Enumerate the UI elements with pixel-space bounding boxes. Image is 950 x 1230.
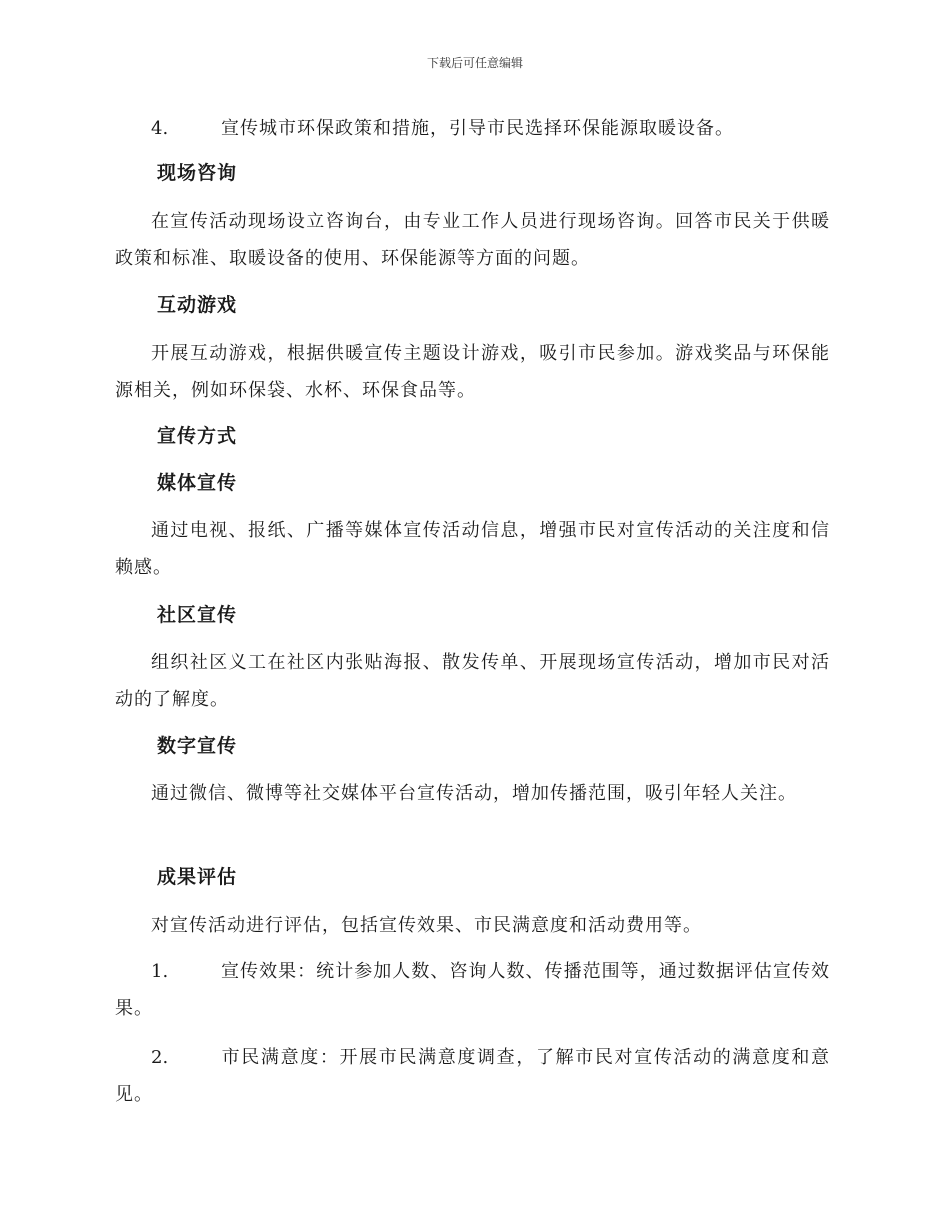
paragraph: 组织社区义工在社区内张贴海报、散发传单、开展现场宣传活动，增加市民对活动的了解度。 [115, 652, 830, 710]
list-number: 2. [151, 1047, 169, 1068]
paragraph: 对宣传活动进行评估，包括宣传效果、市民满意度和活动费用等。 [151, 915, 702, 936]
list-item [115, 1039, 830, 1113]
list-number: 4. [151, 118, 169, 139]
list-text: 宣传城市环保政策和措施，引导市民选择环保能源取暖设备。 [221, 118, 734, 139]
list-text: 市民满意度：开展市民满意度调查，了解市民对宣传活动的满意度和意见。 [115, 1047, 830, 1105]
paragraph: 通过微信、微博等社交媒体平台宣传活动，增加传播范围，吸引年轻人关注。 [151, 783, 797, 804]
list-item [115, 110, 830, 147]
section-heading: 成果评估 [157, 866, 238, 888]
section-heading: 互动游戏 [157, 294, 238, 316]
paragraph: 开展互动游戏，根据供暖宣传主题设计游戏，吸引市民参加。游戏奖品与环保能源相关，例如环保袋、水杯、环保食品等。 [115, 343, 830, 401]
list-text: 宣传效果：统计参加人数、咨询人数、传播范围等，通过数据评估宣传效果。 [115, 961, 830, 1019]
page-header: 下载后可任意编辑 [426, 56, 523, 70]
section-heading: 宣传方式 [157, 425, 238, 447]
list-number: 1. [151, 961, 169, 982]
paragraph: 通过电视、报纸、广播等媒体宣传活动信息，增强市民对宣传活动的关注度和信赖感。 [115, 520, 830, 578]
section-heading: 社区宣传 [157, 604, 238, 626]
section-heading: 媒体宣传 [157, 472, 238, 494]
section-heading: 数字宣传 [157, 735, 238, 757]
section-heading: 现场咨询 [157, 162, 238, 184]
paragraph: 在宣传活动现场设立咨询台，由专业工作人员进行现场咨询。回答市民关于供暖政策和标准、取暖设备的使用、环保能源等方面的问题。 [115, 211, 830, 269]
list-item [115, 953, 830, 1027]
